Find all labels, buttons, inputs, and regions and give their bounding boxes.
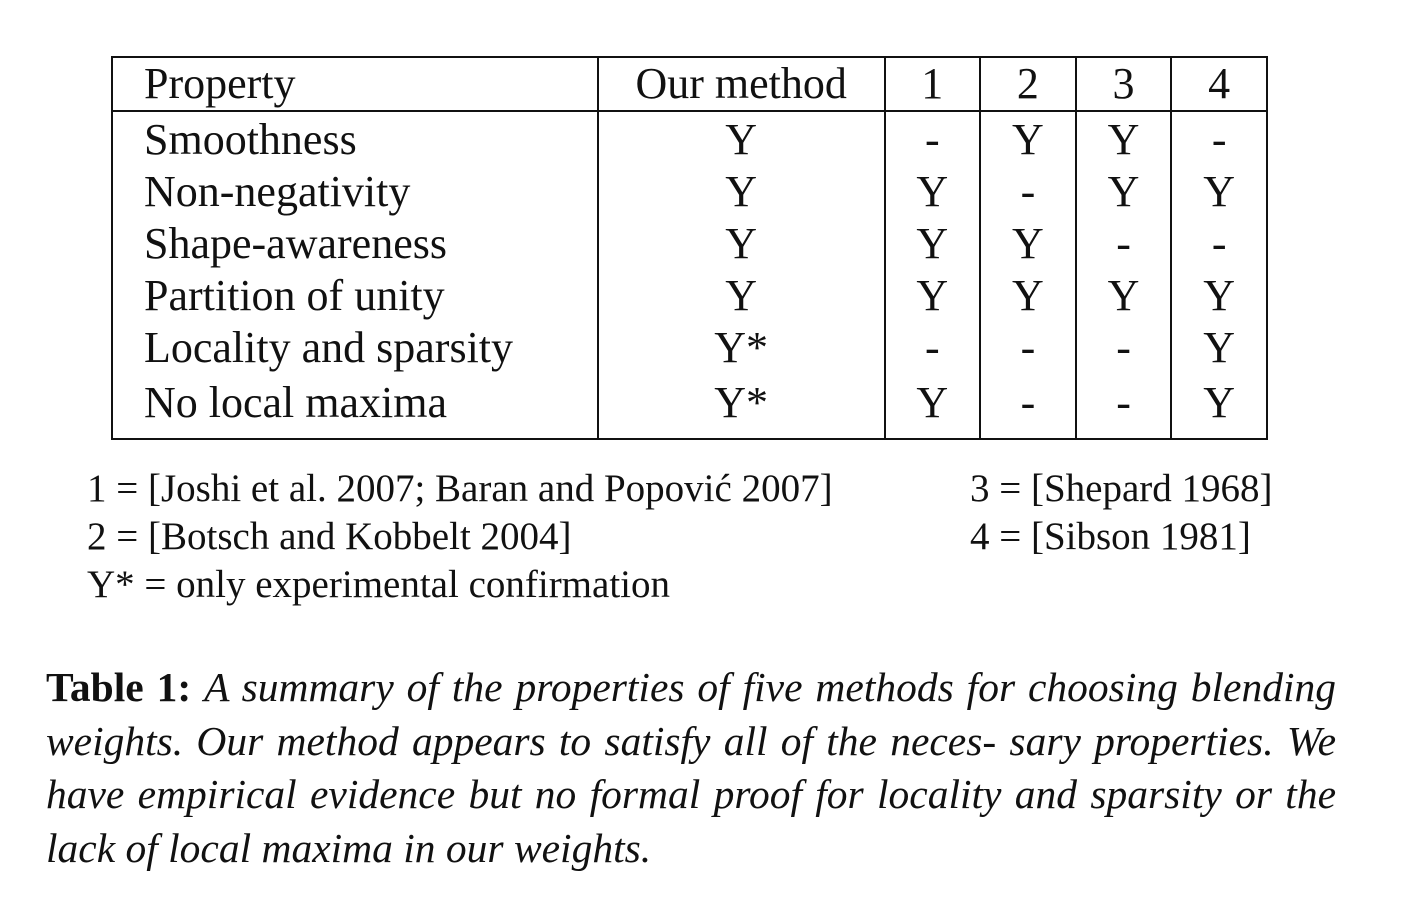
our-method-cell: Y <box>598 218 885 270</box>
method-2-cell: - <box>980 322 1076 374</box>
property-cell: Locality and sparsity <box>112 322 598 374</box>
caption-text: A summary of the properties of five methods for choosing blending weights. Our method appears to satisfy all of the neces- sary properties. We have empirical evidence but no formal proof for locality and sparsity or the lack of local maxima in our weights. <box>46 664 1336 871</box>
method-3-cell: Y <box>1076 111 1172 166</box>
our-method-cell: Y* <box>598 374 885 439</box>
legend-row <box>87 465 1337 513</box>
method-4-cell: Y <box>1171 166 1267 218</box>
table-legend <box>87 465 1337 609</box>
our-method-cell: Y* <box>598 322 885 374</box>
legend-reference-3: 3 = [Shepard 1968] <box>970 467 1273 510</box>
caption-label: Table 1: <box>46 664 192 710</box>
method-1-cell: Y <box>885 270 981 322</box>
table-row <box>112 270 1267 322</box>
header-method-4: 4 <box>1171 57 1267 111</box>
method-3-cell: Y <box>1076 166 1172 218</box>
method-3-cell: - <box>1076 374 1172 439</box>
method-2-cell: Y <box>980 270 1076 322</box>
legend-note: Y* = only experimental confirmation <box>87 563 671 606</box>
method-2-cell: - <box>980 374 1076 439</box>
property-cell: Smoothness <box>112 111 598 166</box>
table-row <box>112 111 1267 166</box>
method-3-cell: - <box>1076 322 1172 374</box>
legend-row <box>87 561 1337 609</box>
method-1-cell: Y <box>885 166 981 218</box>
method-2-cell: - <box>980 166 1076 218</box>
legend-row <box>87 513 1337 561</box>
property-cell: Non-negativity <box>112 166 598 218</box>
header-method-2: 2 <box>980 57 1076 111</box>
table-row <box>112 322 1267 374</box>
properties-table <box>111 56 1268 440</box>
legend-reference-2: 2 = [Botsch and Kobbelt 2004] <box>87 515 572 558</box>
method-1-cell: - <box>885 111 981 166</box>
our-method-cell: Y <box>598 111 885 166</box>
method-4-cell: - <box>1171 111 1267 166</box>
table-caption <box>46 661 1336 875</box>
property-cell: Partition of unity <box>112 270 598 322</box>
method-3-cell: Y <box>1076 270 1172 322</box>
header-our-method: Our method <box>598 57 885 111</box>
table-row <box>112 374 1267 439</box>
table-row <box>112 218 1267 270</box>
method-2-cell: Y <box>980 111 1076 166</box>
table-row <box>112 166 1267 218</box>
method-3-cell: - <box>1076 218 1172 270</box>
legend-reference-1: 1 = [Joshi et al. 2007; Baran and Popović 2007] <box>87 467 833 510</box>
legend-reference-4: 4 = [Sibson 1981] <box>970 515 1251 558</box>
method-1-cell: - <box>885 322 981 374</box>
header-method-1: 1 <box>885 57 981 111</box>
method-2-cell: Y <box>980 218 1076 270</box>
method-4-cell: - <box>1171 218 1267 270</box>
method-4-cell: Y <box>1171 322 1267 374</box>
method-4-cell: Y <box>1171 374 1267 439</box>
header-property: Property <box>112 57 598 111</box>
method-4-cell: Y <box>1171 270 1267 322</box>
property-cell: No local maxima <box>112 374 598 439</box>
table-header-row <box>112 57 1267 111</box>
header-method-3: 3 <box>1076 57 1172 111</box>
our-method-cell: Y <box>598 270 885 322</box>
property-cell: Shape-awareness <box>112 218 598 270</box>
method-1-cell: Y <box>885 374 981 439</box>
method-1-cell: Y <box>885 218 981 270</box>
our-method-cell: Y <box>598 166 885 218</box>
